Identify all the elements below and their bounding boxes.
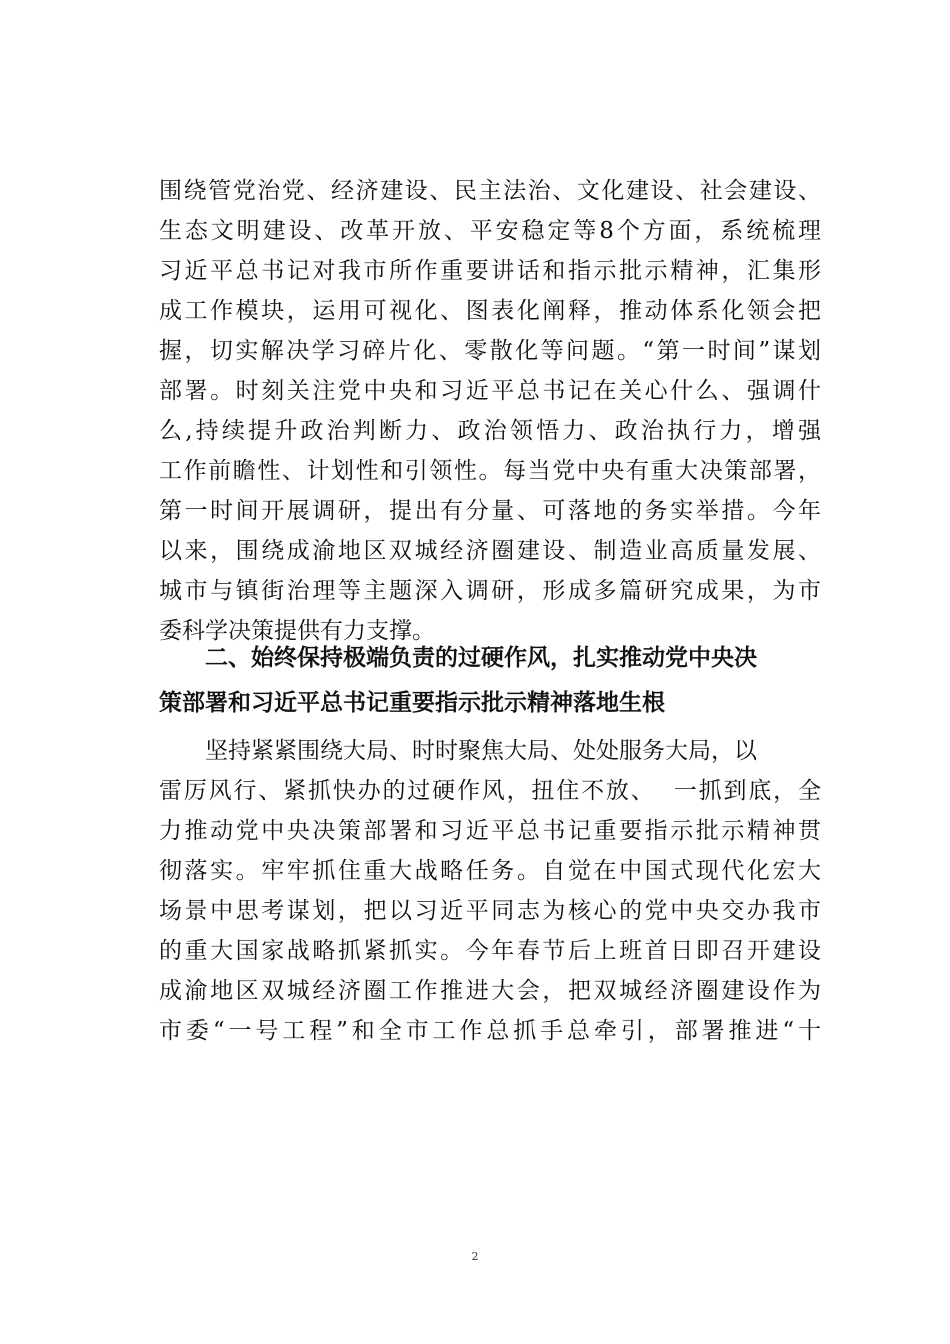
paragraph-2-line: 场景中思考谋划，把以习近平同志为核心的党中央交办我市 — [159, 898, 821, 924]
page-number: 2 — [471, 1250, 479, 1263]
paragraph-1-line: 工作前瞻性、计划性和引领性。每当党中央有重大决策部署， — [159, 458, 821, 484]
section-heading-line-2: 策部署和习近平总书记重要指示批示精神落地生根 — [159, 690, 665, 716]
paragraph-1-line: 么,持续提升政治判断力、政治领悟力、政治执行力，增强 — [159, 418, 821, 444]
paragraph-1-line: 成工作模块，运用可视化、图表化阐释，推动体系化领会把 — [159, 298, 821, 324]
section-heading-line-1: 二、始终保持极端负责的过硬作风，扎实推动党中央决 — [205, 645, 757, 671]
paragraph-1-line: 握，切实解决学习碎片化、零散化等问题。“第一时间”谋划 — [159, 338, 821, 364]
paragraph-1-line: 委科学决策提供有力支撑。 — [159, 618, 435, 644]
paragraph-1-line: 部署。时刻关注党中央和习近平总书记在关心什么、强调什 — [159, 378, 821, 404]
paragraph-2-line: 雷厉风行、紧抓快办的过硬作风，扭住不放、 一抓到底，全 — [159, 778, 821, 804]
paragraph-1-line: 生态文明建设、改革开放、平安稳定等8个方面，系统梳理 — [159, 218, 821, 244]
paragraph-1-line: 以来，围绕成渝地区双城经济圈建设、制造业高质量发展、 — [159, 538, 821, 564]
paragraph-2-line: 成渝地区双城经济圈工作推进大会，把双城经济圈建设作为 — [159, 978, 821, 1004]
paragraph-2-line: 市委“一号工程”和全市工作总抓手总牵引，部署推进“十 — [159, 1018, 821, 1044]
paragraph-2-line: 的重大国家战略抓紧抓实。今年春节后上班首日即召开建设 — [159, 938, 821, 964]
paragraph-1-line: 习近平总书记对我市所作重要讲话和指示批示精神，汇集形 — [159, 258, 821, 284]
paragraph-1-line: 城市与镇街治理等主题深入调研，形成多篇研究成果，为市 — [159, 578, 821, 604]
paragraph-2-line: 彻落实。牢牢抓住重大战略任务。自觉在中国式现代化宏大 — [159, 858, 821, 884]
paragraph-1-line: 围绕管党治党、经济建设、民主法治、文化建设、社会建设、 — [159, 178, 821, 204]
paragraph-1-line: 第一时间开展调研，提出有分量、可落地的务实举措。今年 — [159, 498, 821, 524]
paragraph-2-line: 力推动党中央决策部署和习近平总书记重要指示批示精神贯 — [159, 818, 821, 844]
paragraph-2-line: 坚持紧紧围绕大局、时时聚焦大局、处处服务大局，以 — [205, 738, 757, 764]
